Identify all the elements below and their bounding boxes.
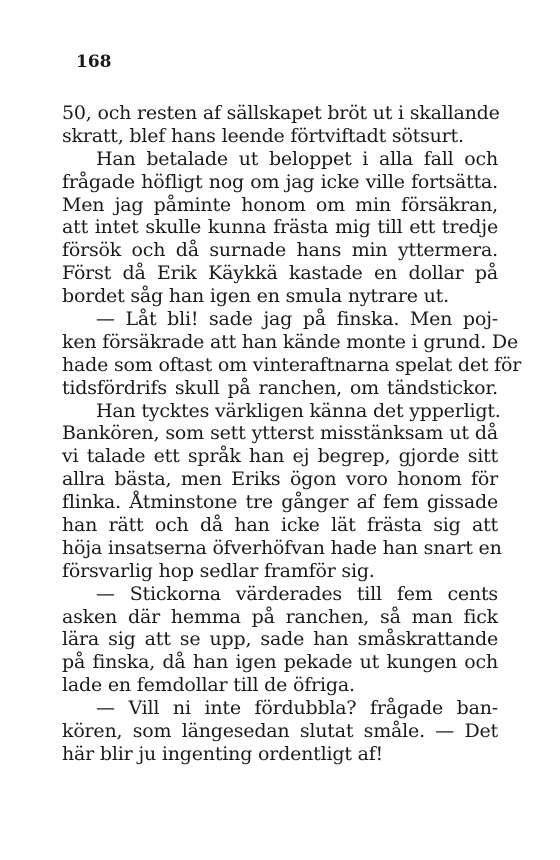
text-line: lade en femdollar till de öfriga. <box>62 674 355 697</box>
text-line: frågade höfligt nog om jag icke ville fortsätta. <box>62 170 498 193</box>
text-line: att intet skulle kunna frästa mig till ett tredje <box>62 216 498 239</box>
text-line: på finska, då han igen pekade ut kungen och <box>62 651 498 674</box>
text-line: flinka. Åtminstone tre gånger af fem gissade <box>62 491 498 514</box>
text-line: Han betalade ut beloppet i alla fall och <box>96 147 498 170</box>
text-line: Först då Erik Käykkä kastade en dollar på <box>62 262 498 285</box>
text-line: höja insatserna öfverhöfvan hade han snart en <box>62 536 502 559</box>
page-number: 168 <box>76 52 112 72</box>
book-page <box>62 52 522 766</box>
text-line: lära sig att se upp, sade han småskrattande <box>62 628 498 651</box>
text-line: allra bästa, men Eriks ögon voro honom för <box>62 468 498 491</box>
text-line: 50, och resten af sällskapet bröt ut i skallande <box>62 102 500 124</box>
text-line: kören, som längesedan slutat småle. — Det <box>62 720 498 743</box>
text-line: hade som oftast om vinteraftnarna spelat det för <box>62 353 522 376</box>
text-line: — Låt bli! sade jag på finska. Men poj- <box>96 308 498 331</box>
text-line: Han tycktes värkligen känna det ypperligt. <box>96 399 501 422</box>
text-line: vi talade ett språk han ej begrep, gjorde sitt <box>62 445 498 468</box>
text-line: skratt, blef hans leende förtviftadt sötsurt. <box>62 124 464 147</box>
text-line: försvarlig hop sedlar framför sig. <box>62 559 375 582</box>
page-text <box>62 102 522 766</box>
text-line: — Vill ni inte fördubbla? frågade ban- <box>96 697 498 720</box>
text-line: bordet såg han igen en smula nytrare ut. <box>62 285 449 308</box>
text-line: han rätt och då han icke lät frästa sig att <box>62 514 498 537</box>
text-line: tidsfördrifs skull på ranchen, om tändstickor. <box>62 376 498 399</box>
text-line: Men jag påminte honom om min försäkran, <box>62 193 498 216</box>
text-line: här blir ju ingenting ordentligt af! <box>62 742 383 765</box>
text-line: försök och då surnade hans min yttermera. <box>62 239 498 262</box>
text-line: — Stickorna värderades till fem cents <box>96 582 498 605</box>
text-line: ken försäkrade att han kände monte i grund. De <box>62 330 519 353</box>
text-line: Bankören, som sett ytterst misstänksam ut då <box>62 422 498 445</box>
text-line: asken där hemma på ranchen, så man fick <box>62 605 498 628</box>
